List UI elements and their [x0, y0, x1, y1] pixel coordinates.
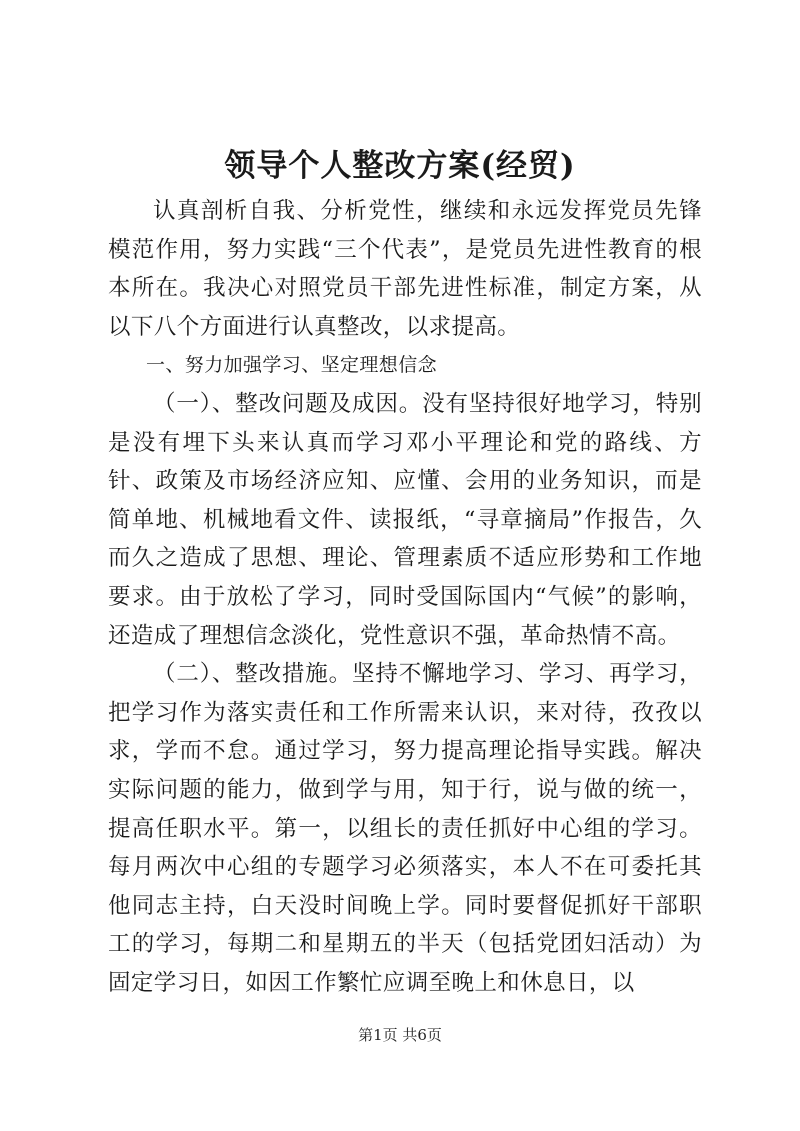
problem-paragraph: （一）、整改问题及成因。没有坚持很好地学习，特别是没有埋下头来认真而学习邓小平理论和党的路线、方针、政策及市场经济应知、应懂、会用的业务知识，而是简单地、机械地看文件、读报纸，“寻章摘局”作报告，久而久之造成了思想、理论、管理素质不适应形势和工作地要求。由于放松了学习，同时受国际国内“气候”的影响，还造成了理想信念淡化，党性意识不强，革命热情不高。 — [108, 390, 702, 649]
document-body — [108, 192, 702, 1002]
page-title: 领导个人整改方案(经贸) — [224, 148, 576, 184]
page-footer: 第1页 共6页 — [358, 1026, 442, 1044]
intro-paragraph: 认真剖析自我、分析党性，继续和永远发挥党员先锋模范作用，努力实践“三个代表”，是党员先进性教育的根本所在。我决心对照党员干部先进性标准，制定方案，从以下八个方面进行认真整改，以求提高。 — [108, 198, 702, 340]
section-heading: 一、努力加强学习、坚定理想信念 — [146, 354, 438, 377]
measures-paragraph: （二）、整改措施。坚持不懈地学习、学习、再学习，把学习作为落实责任和工作所需来认识，来对待，孜孜以求，学而不怠。通过学习，努力提高理论指导实践。解决实际问题的能力，做到学与用，知于行，说与做的统一，提高任职水平。第一，以组长的责任抓好中心组的学习。每月两次中心组的专题学习必须落实，本人不在可委托其他同志主持，白天没时间晚上学。同时要督促抓好干部职工的学习，每期二和星期五的半天（包括党团妇活动）为固定学习日，如因工作繁忙应调至晚上和休息日，以 — [108, 661, 702, 996]
